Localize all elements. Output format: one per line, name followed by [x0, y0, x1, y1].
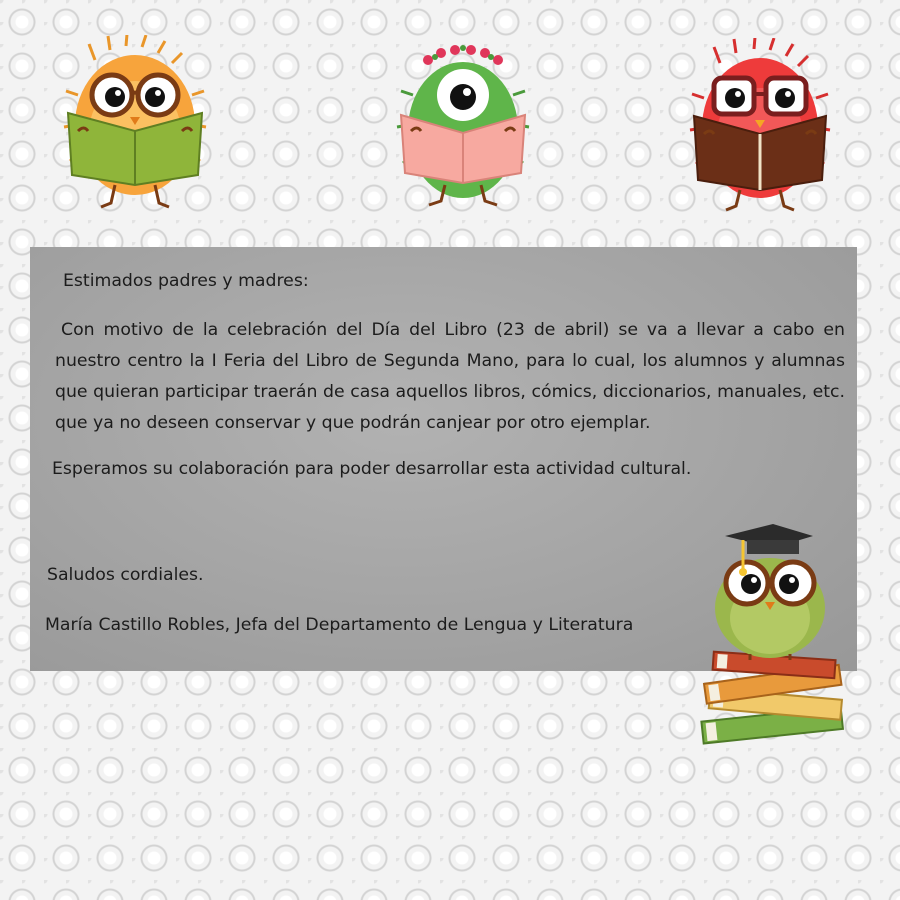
letter-closing: Saludos cordiales.: [47, 565, 204, 585]
graduate-owl-on-books-icon: [695, 518, 855, 763]
green-monster-reading-icon: [393, 35, 533, 210]
red-owl-reading-icon: [688, 38, 833, 213]
letter-request: Esperamos su colaboración para poder desarrollar esta actividad cultural.: [52, 459, 692, 479]
letter-greeting: Estimados padres y madres:: [63, 271, 309, 291]
orange-owl-reading-icon: [60, 35, 210, 210]
letter-signature: María Castillo Robles, Jefa del Departamento de Lengua y Literatura: [45, 615, 634, 635]
letter-body: Con motivo de la celebración del Día del Libro (23 de abril) se va a llevar a cabo en nuestro centro la I Feria del Libro de Segunda Mano, para lo cual, los alumnos y alumnas que quieran participar traerán de casa aquellos libros, cómics, diccionarios, manuales, etc. que ya no deseen conservar y que podrán canjear por otro ejemplar.: [55, 320, 845, 433]
